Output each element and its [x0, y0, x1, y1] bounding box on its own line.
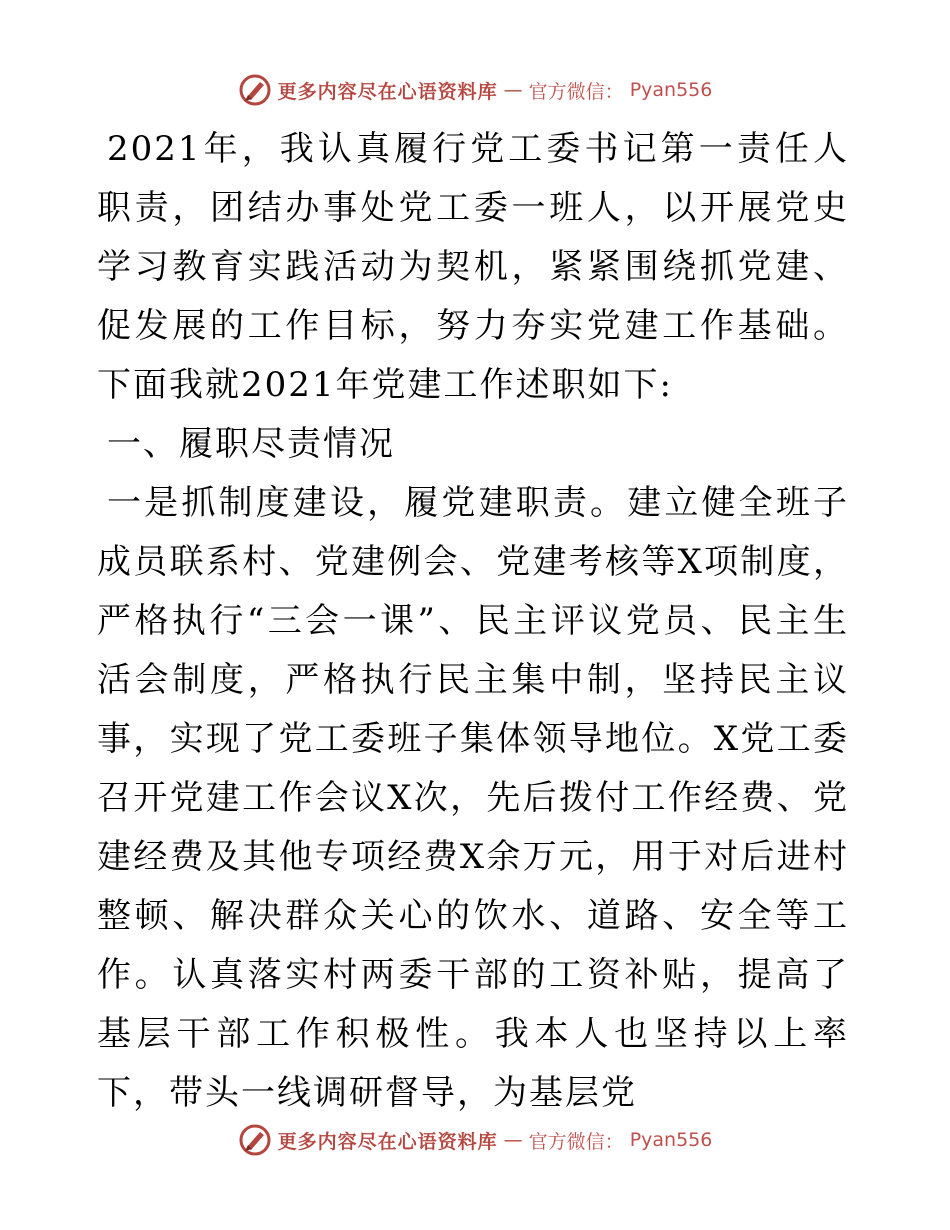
watermark-separator: —	[503, 1129, 523, 1151]
brand-logo-icon	[238, 73, 272, 107]
watermark-account-label: 官方微信：	[528, 1130, 624, 1153]
watermark-separator: —	[503, 79, 523, 101]
paragraph-system-building: 一是抓制度建设，履党建职责。建立健全班子成员联系村、党建例会、党建考核等X项制度，严格执行“三会一课”、民主评议党员、民主生活会制度，严格执行民主集中制，坚持民主议事，实现了党工委班子集体领导地位。X党工委召开党建工作会议X次，先后拨付工作经费、党建经费及其他专项经费X余万元，用于对后进村整顿、解决群众关心的饮水、道路、安全等工作。认真落实村两委干部的工资补贴，提高了基层干部工作积极性。我本人也坚持以上率下，带头一线调研督导，为基层党	[97, 483, 849, 1113]
footer-watermark	[0, 1120, 950, 1160]
header-watermark	[0, 70, 950, 110]
watermark-account-label: 官方微信：	[528, 80, 624, 103]
watermark-brand: 更多内容尽在心语资料库	[277, 1130, 498, 1153]
watermark-account-id: Pyan556	[629, 79, 713, 101]
watermark-account-id: Pyan556	[629, 1129, 713, 1151]
section-heading: 一、履职尽责情况	[107, 424, 395, 464]
paragraph-intro: 2021年，我认真履行党工委书记第一责任人职责，团结办事处党工委一班人，以开展党史学习教育实践活动为契机，紧紧围绕抓党建、促发展的工作目标，努力夯实党建工作基础。下面我就2021年党建工作述职如下:	[97, 129, 849, 405]
watermark-brand: 更多内容尽在心语资料库	[277, 80, 498, 103]
document-body	[97, 120, 849, 1123]
brand-logo-icon	[238, 1123, 272, 1157]
